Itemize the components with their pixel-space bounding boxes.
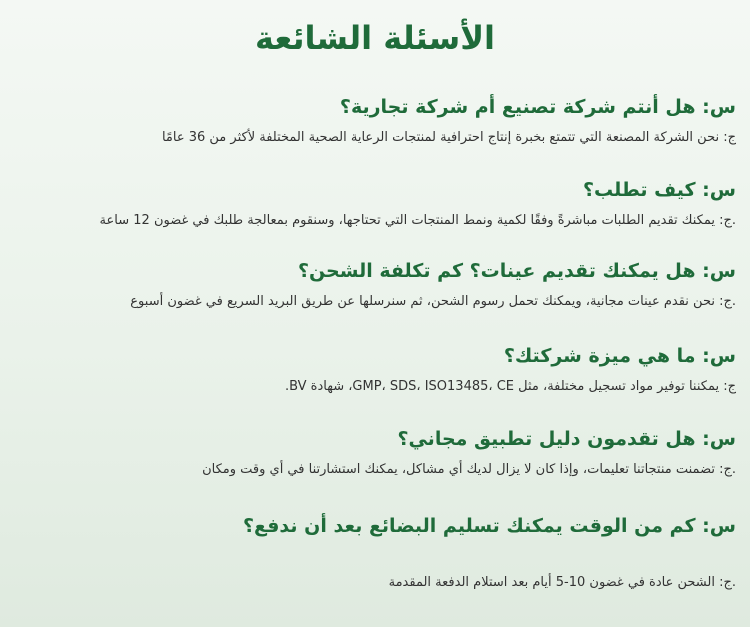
faq-question: س: هل يمكنك تقديم عينات؟ كم تكلفة الشحن؟ <box>297 260 736 282</box>
faq-question: س: ما هي ميزة شركتك؟ <box>503 345 736 367</box>
faq-item <box>10 425 736 481</box>
faq-answer: .ج: نحن نقدم عينات مجانية، ويمكنك تحمل رسوم الشحن، ثم سنرسلها عن طريق البريد السريع في غضون أسبوع <box>130 294 736 309</box>
faq-item <box>10 93 736 149</box>
faq-question: س: هل تقدمون دليل تطبيق مجاني؟ <box>397 428 736 450</box>
faq-question: س: كم من الوقت يمكنك تسليم البضائع بعد أن ندفع؟ <box>242 515 736 537</box>
faq-answer: ج: نحن الشركة المصنعة التي تتمتع بخبرة إنتاج احترافية لمنتجات الرعاية الصحية المختلفة لأكثر من 36 عامًا <box>161 130 736 145</box>
faq-item <box>10 176 736 232</box>
page-title: الأسئلة الشائعة <box>255 19 495 57</box>
faq-item <box>10 342 736 398</box>
faq-item <box>10 257 736 313</box>
faq-item <box>10 512 736 594</box>
faq-answer: .ج: يمكنك تقديم الطلبات مباشرةً وفقًا لكمية ونمط المنتجات التي تحتاجها، وسنقوم بمعالجة طلبك في غضون 12 ساعة <box>99 213 736 228</box>
faq-question: س: هل أنتم شركة تصنيع أم شركة تجارية؟ <box>339 96 736 118</box>
faq-answer: ج: يمكننا توفير مواد تسجيل مختلفة، مثل GMP، SDS، ISO13485، CE، شهادة BV. <box>284 379 736 394</box>
faq-question: س: كيف تطلب؟ <box>582 179 736 201</box>
faq-answer: .ج: الشحن عادة في غضون 10-5 أيام بعد استلام الدفعة المقدمة <box>388 575 736 590</box>
faq-answer: .ج: تضمنت منتجاتنا تعليمات، وإذا كان لا يزال لديك أي مشاكل، يمكنك استشارتنا في أي وقت ومكان <box>202 462 736 477</box>
